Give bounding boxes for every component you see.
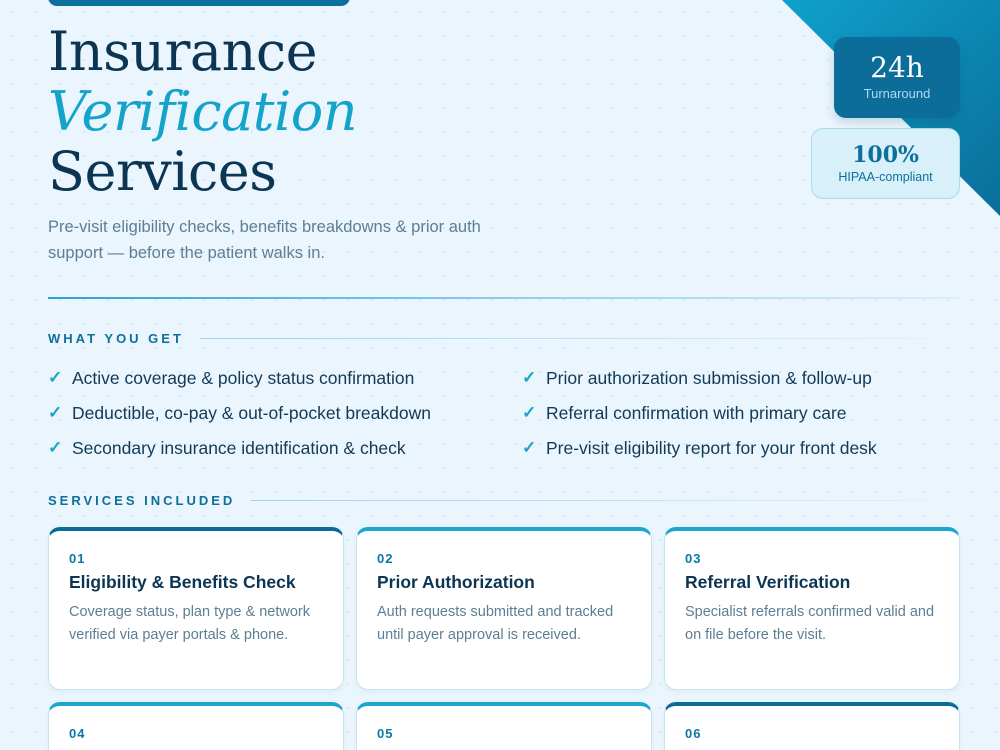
top-accent-bar [48, 0, 350, 6]
list-item-text: Deductible, co-pay & out-of-pocket breakdown [72, 402, 431, 423]
section-divider [48, 297, 960, 299]
stat-badge-hipaa [811, 128, 960, 199]
list-item [48, 437, 522, 459]
title-line-services: Services [48, 140, 277, 203]
service-card-description: Auth requests submitted and tracked until payer approval is received. [377, 604, 614, 643]
page-title [48, 22, 357, 202]
stat-label: Turnaround [863, 86, 931, 101]
service-card-title: Referral Verification [685, 572, 851, 592]
check-icon: ✓ [48, 368, 63, 387]
service-card-number: 02 [377, 551, 394, 566]
stat-badge-turnaround [834, 37, 960, 118]
page-subtitle: Pre-visit eligibility checks, benefits breakdowns & prior auth support — before the patient walks in. [48, 218, 481, 262]
section-heading: WHAT YOU GET [48, 331, 184, 346]
stat-label: HIPAA-compliant [838, 170, 933, 184]
service-card [356, 527, 652, 690]
list-item [522, 402, 942, 424]
title-line-verification: Verification [48, 80, 358, 143]
stat-value: 24h [870, 51, 924, 84]
service-card-title: Eligibility & Benefits Check [69, 572, 296, 592]
check-icon: ✓ [48, 403, 63, 422]
section-heading: SERVICES INCLUDED [48, 493, 236, 508]
list-item-text: Secondary insurance identification & check [72, 437, 406, 458]
check-icon: ✓ [522, 368, 537, 387]
list-item [522, 437, 942, 459]
stat-value: 100% [852, 142, 919, 168]
service-card [356, 702, 652, 750]
service-card-number: 03 [685, 551, 702, 566]
list-item-text: Referral confirmation with primary care [546, 402, 847, 423]
heading-rule [251, 500, 960, 501]
service-card-number: 01 [69, 551, 86, 566]
service-cards-grid [48, 527, 960, 750]
what-you-get-list [48, 367, 948, 459]
check-icon: ✓ [522, 403, 537, 422]
service-card-number: 05 [377, 726, 394, 741]
check-icon: ✓ [522, 438, 537, 457]
list-item [522, 367, 942, 389]
list-item [48, 402, 522, 424]
title-line-insurance: Insurance [48, 20, 318, 83]
list-item [48, 367, 522, 389]
service-card [664, 702, 960, 750]
what-you-get-header [48, 331, 960, 346]
check-icon: ✓ [48, 438, 63, 457]
heading-rule [200, 338, 960, 339]
service-card [48, 702, 344, 750]
list-item-text: Active coverage & policy status confirmation [72, 367, 415, 388]
service-card-description: Coverage status, plan type & network verified via payer portals & phone. [69, 604, 310, 643]
list-item-text: Pre-visit eligibility report for your front desk [546, 437, 877, 458]
list-item-text: Prior authorization submission & follow-up [546, 367, 872, 388]
service-card-number: 04 [69, 726, 86, 741]
service-card [48, 527, 344, 690]
service-card-number: 06 [685, 726, 702, 741]
service-card [664, 527, 960, 690]
service-card-description: Specialist referrals confirmed valid and on file before the visit. [685, 604, 935, 643]
service-card-title: Prior Authorization [377, 572, 535, 592]
services-included-header [48, 493, 960, 508]
